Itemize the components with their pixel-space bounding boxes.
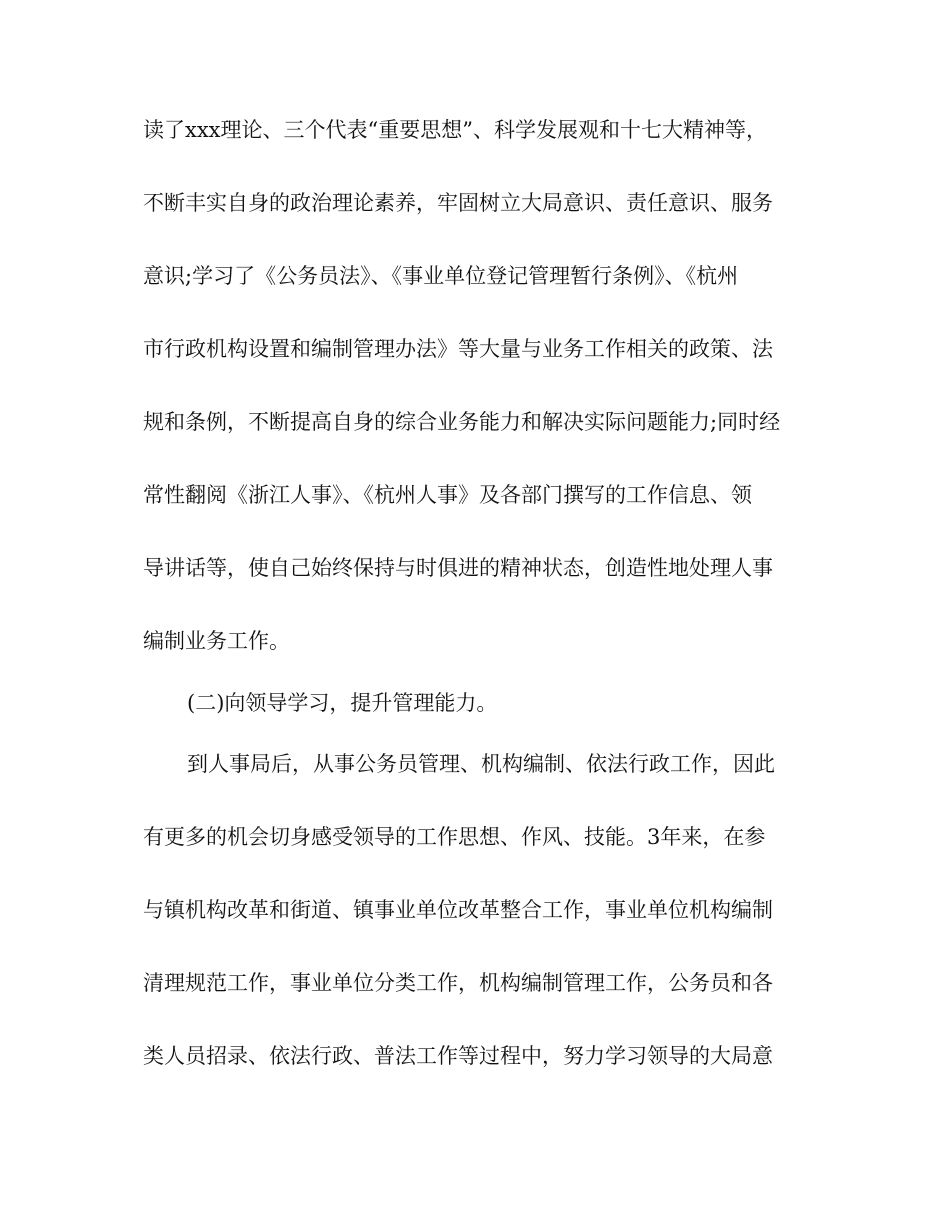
- paragraph-line: 编制业务工作。: [143, 629, 290, 653]
- paragraph-line: 到人事局后，从事公务员管理、机构编制、依法行政工作，因此: [187, 752, 775, 776]
- paragraph-line: 意识;学习了《公务员法》、《事业单位登记管理暂行条例》、《杭州: [143, 264, 739, 288]
- paragraph-line: 常性翻阅《浙江人事》、《杭州人事》及各部门撰写的工作信息、领: [143, 483, 752, 507]
- paragraph-line: 与镇机构改革和街道、镇事业单位改革整合工作，事业单位机构编制: [143, 898, 773, 922]
- paragraph-line: 类人员招录、依法行政、普法工作等过程中，努力学习领导的大局意: [143, 1044, 773, 1068]
- paragraph-line: 规和条例，不断提高自身的综合业务能力和解决实际问题能力;同时经: [143, 410, 781, 434]
- paragraph-line: 不断丰实自身的政治理论素养，牢固树立大局意识、责任意识、服务: [143, 191, 773, 215]
- paragraph-line: 读了xxx理论、三个代表“重要思想”、科学发展观和十七大精神等，: [143, 118, 767, 142]
- paragraph-line: 市行政机构设置和编制管理办法》等大量与业务工作相关的政策、法: [143, 337, 773, 361]
- paragraph-line: 导讲话等，使自己始终保持与时俱进的精神状态，创造性地处理人事: [143, 556, 773, 580]
- section-heading: (二)向领导学习，提升管理能力。: [187, 691, 498, 715]
- paragraph-line: 清理规范工作，事业单位分类工作，机构编制管理工作，公务员和各: [143, 971, 773, 995]
- paragraph-line: 有更多的机会切身感受领导的工作思想、作风、技能。3年来，在参: [143, 825, 766, 849]
